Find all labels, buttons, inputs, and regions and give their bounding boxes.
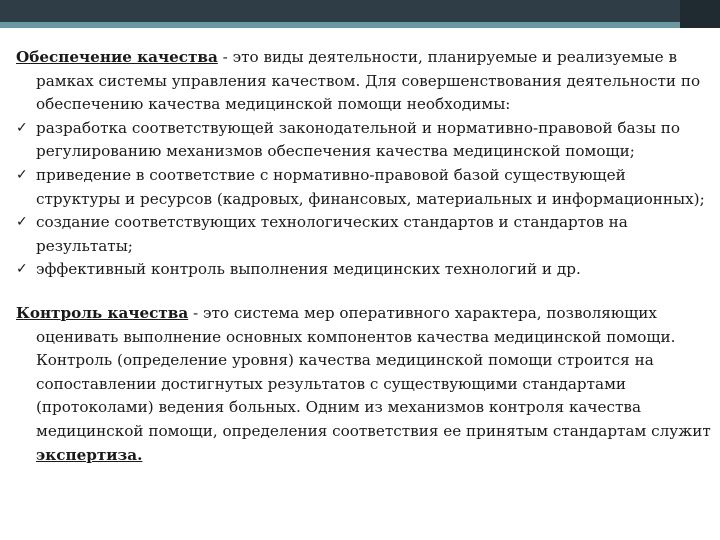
header-corner-block — [680, 0, 720, 28]
list-item — [16, 164, 712, 211]
list-item — [16, 117, 712, 164]
quality-control-term: Контроль качества — [16, 303, 189, 322]
requirements-list — [16, 117, 712, 282]
header-bar — [0, 0, 720, 22]
quality-control-text: - это система мер оперативного характера, позволяющих оценивать выполнение основных компонентов качества медицинской помощи. Контроль (определение уровня) качества медицинской помощи строится на сопоставлении достигнутых результатов с существующими стандартами (протоколами) ведения больных. Одним из механизмов контроля качества медицинской помощи, определения соответствия ее принятым стандартам служит — [36, 303, 711, 440]
checkmark-icon: ✓ — [16, 119, 28, 136]
quality-control-paragraph — [16, 302, 712, 467]
expertise-term: экспертиза. — [36, 445, 143, 464]
list-item — [16, 258, 712, 282]
list-item-text: приведение в соответствие с нормативно-правовой базой существующей структуры и ресурсов (кадровых, финансовых, материальных и информационных); — [36, 165, 705, 208]
slide-content — [16, 46, 712, 467]
checkmark-icon: ✓ — [16, 214, 28, 231]
list-item-text: эффективный контроль выполнения медицинских технологий и др. — [36, 260, 581, 279]
checkmark-icon: ✓ — [16, 166, 28, 183]
checkmark-icon: ✓ — [16, 261, 28, 278]
list-item-text: разработка соответствующей законодательной и нормативно-правовой базы по регулированию механизмов обеспечения качества медицинской помощи; — [36, 118, 681, 161]
list-item-text: создание соответствующих технологических стандартов и стандартов на результаты; — [36, 213, 628, 255]
quality-assurance-term: Обеспечение качества — [16, 48, 218, 66]
quality-assurance-paragraph — [16, 46, 712, 117]
list-item — [16, 211, 712, 258]
header-accent-stripe — [0, 22, 720, 28]
quality-assurance-intro: - это виды деятельности, планируемые и реализуемые в рамках системы управления качеством. Для совершенствования деятельности по обеспечению качества медицинской помощи необходимы: — [36, 48, 701, 114]
